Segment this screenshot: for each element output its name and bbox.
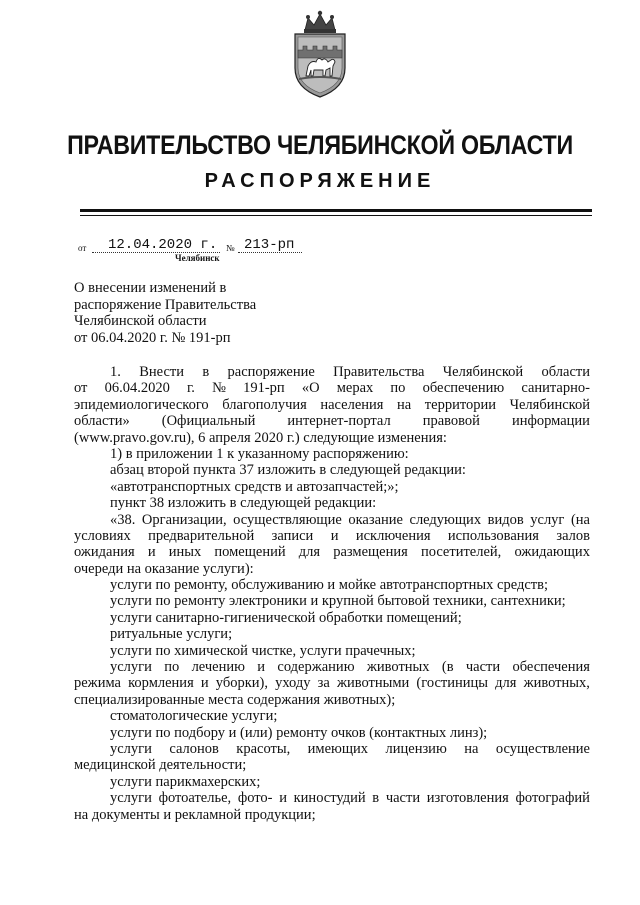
- body-line: специализированные места содержания животных);: [74, 691, 396, 708]
- document-body: [74, 364, 590, 823]
- body-line: от 06.04.2020 г. № 191-рп «О мерах по обеспечению санитарно-: [74, 380, 590, 397]
- body-line: «автотранспортных средств и автозапчастей;»;: [110, 478, 399, 495]
- coat-of-arms-icon: [289, 10, 351, 100]
- document-type-heading: РАСПОРЯЖЕНИЕ: [204, 170, 436, 192]
- body-line: 1) в приложении 1 к указанному распоряжению:: [110, 445, 409, 462]
- body-line: ожидания и иных помещений для размещения посетителей, ожидающих: [74, 544, 590, 561]
- body-line: услуги по ремонту электроники и крупной бытовой техники, сантехники;: [110, 593, 566, 610]
- body-line: 1. Внести в распоряжение Правительства Челябинской области: [110, 364, 590, 380]
- body-line: услуги по ремонту, обслуживанию и мойке автотранспортных средств;: [110, 577, 548, 594]
- body-line: условиях предварительной записи и исключения использования залов: [74, 527, 590, 544]
- document-subject: [74, 280, 270, 346]
- body-line: стоматологические услуги;: [110, 708, 278, 725]
- body-line: эпидемиологического благополучия населения на территории Челябинской: [74, 396, 590, 413]
- subject-line: от 06.04.2020 г. № 191-рп: [74, 329, 231, 346]
- body-line: области» (Официальный интернет-портал правовой информации: [74, 413, 590, 430]
- body-line: услуги парикмахерских;: [110, 773, 261, 790]
- subject-line: О внесении изменений в: [74, 280, 227, 296]
- subject-line: Челябинской области: [74, 313, 207, 329]
- body-line: «38. Организации, осуществляющие оказание следующих видов услуг (на: [110, 511, 590, 528]
- subject-line: распоряжение Правительства: [74, 296, 257, 313]
- body-line: услуги санитарно-гигиенической обработки помещений;: [110, 609, 462, 626]
- body-line: услуги салонов красоты, имеющих лицензию на осуществление: [110, 740, 590, 757]
- body-line: (www.pravo.gov.ru), 6 апреля 2020 г.) следующие изменения:: [74, 429, 447, 446]
- header-divider-thick: [80, 209, 592, 212]
- body-line: ритуальные услуги;: [110, 626, 233, 643]
- body-line: очереди на оказание услуги):: [74, 560, 254, 577]
- document-date: 12.04.2020 г.: [108, 237, 218, 253]
- document-number: 213-рп: [244, 237, 295, 253]
- body-line: абзац второй пункта 37 изложить в следующей редакции:: [110, 462, 466, 479]
- body-line: медицинской деятельности;: [74, 757, 247, 774]
- header-divider-thin: [80, 215, 592, 216]
- city-label: Челябинск: [175, 253, 220, 263]
- body-line: режима кормления и уборки), уходу за животными (гостиницы для животных,: [74, 675, 590, 692]
- organization-title: ПРАВИТЕЛЬСТВО ЧЕЛЯБИНСКОЙ ОБЛАСТИ: [67, 130, 573, 160]
- body-line: услуги по подбору и (или) ремонту очков (контактных линз);: [110, 724, 488, 741]
- body-line: услуги фотоателье, фото- и киностудий в части изготовления фотографий: [110, 790, 590, 807]
- body-line: услуги по лечению и содержанию животных (в части обеспечения: [110, 659, 590, 676]
- body-line: на документы и рекламной продукции;: [74, 806, 316, 823]
- from-label: от: [78, 243, 87, 253]
- body-line: пункт 38 изложить в следующей редакции:: [110, 495, 377, 512]
- number-label: №: [226, 243, 235, 253]
- body-line: услуги по химической чистке, услуги прачечных;: [110, 642, 416, 659]
